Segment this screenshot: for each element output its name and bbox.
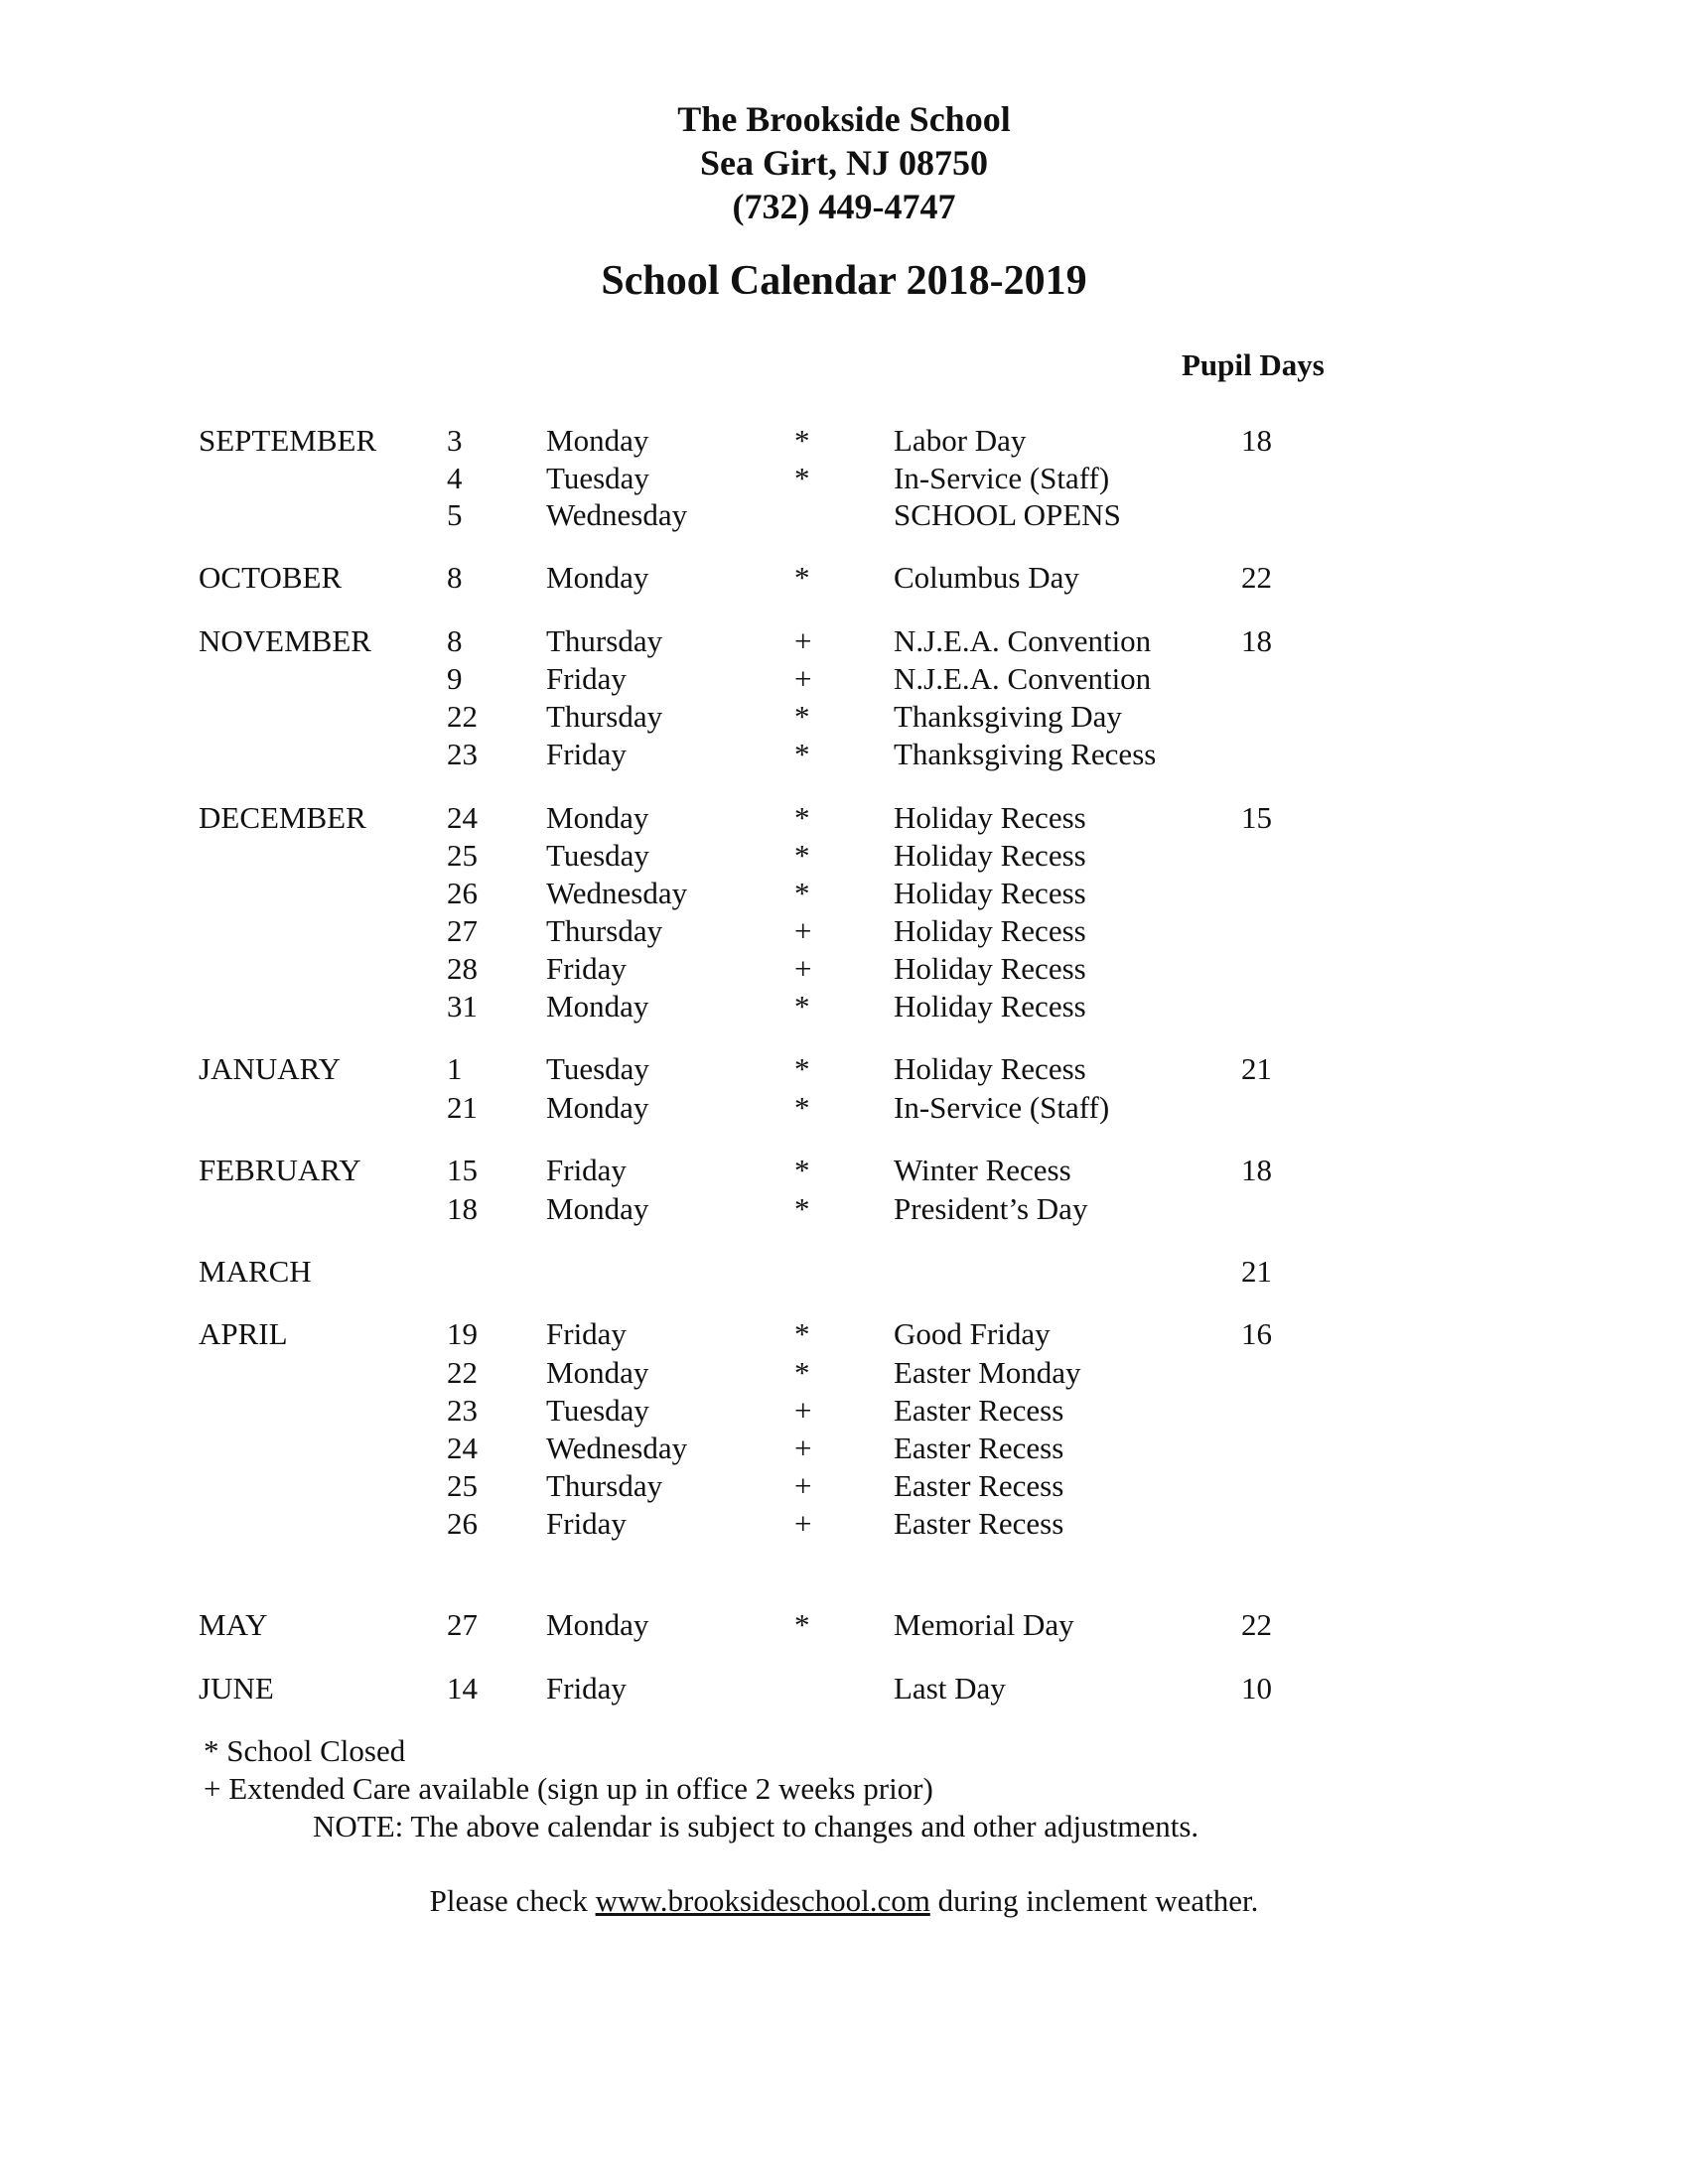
row-weekday: Friday <box>546 1506 627 1541</box>
row-weekday: Thursday <box>546 1468 663 1503</box>
table-row <box>0 1606 1688 1644</box>
table-row <box>0 950 1688 988</box>
row-weekday: Tuesday <box>546 461 649 495</box>
row-weekday: Friday <box>546 661 627 696</box>
row-closure-mark: * <box>794 800 810 835</box>
row-date: 22 <box>447 699 478 734</box>
school-address: Sea Girt, NJ 08750 <box>700 143 988 183</box>
row-closure-mark: * <box>794 1051 810 1086</box>
table-row <box>0 799 1688 837</box>
school-phone: (732) 449-4747 <box>732 187 956 226</box>
row-weekday: Wednesday <box>546 876 688 910</box>
row-closure-mark: * <box>794 1355 810 1390</box>
row-pupil-days: 18 <box>1241 623 1272 658</box>
row-weekday: Wednesday <box>546 1431 688 1465</box>
row-event: In-Service (Staff) <box>894 461 1110 495</box>
row-closure-mark: * <box>794 423 810 458</box>
page-title: School Calendar 2018-2019 <box>601 258 1087 304</box>
row-month: JUNE <box>199 1671 274 1706</box>
row-weekday: Wednesday <box>546 497 688 532</box>
row-date: 24 <box>447 800 478 835</box>
row-date: 8 <box>447 560 463 595</box>
row-month: MAY <box>199 1607 268 1642</box>
table-row <box>0 1315 1688 1353</box>
row-month: DECEMBER <box>199 800 366 835</box>
row-date: 26 <box>447 876 478 910</box>
school-name: The Brookside School <box>677 99 1011 139</box>
row-event: Good Friday <box>894 1316 1051 1351</box>
table-row <box>0 422 1688 460</box>
row-date: 22 <box>447 1355 478 1390</box>
row-date: 4 <box>447 461 463 495</box>
row-closure-mark: + <box>794 623 812 658</box>
row-pupil-days: 15 <box>1241 800 1272 835</box>
row-event: Memorial Day <box>894 1607 1074 1642</box>
row-pupil-days: 22 <box>1241 1607 1272 1642</box>
row-date: 23 <box>447 1393 478 1428</box>
row-event: Easter Recess <box>894 1468 1064 1503</box>
row-pupil-days: 21 <box>1241 1051 1272 1086</box>
row-event: Last Day <box>894 1671 1006 1706</box>
note-weather-suffix: during inclement weather. <box>929 1883 1259 1918</box>
table-row <box>0 1152 1688 1189</box>
row-weekday: Tuesday <box>546 838 649 873</box>
row-closure-mark: + <box>794 951 812 986</box>
pupil-days-column-header: Pupil Days <box>1182 347 1325 382</box>
row-date: 25 <box>447 1468 478 1503</box>
row-closure-mark: * <box>794 1607 810 1642</box>
row-pupil-days: 18 <box>1241 1153 1272 1187</box>
row-date: 15 <box>447 1153 478 1187</box>
table-row <box>0 1354 1688 1392</box>
row-closure-mark: * <box>794 1316 810 1351</box>
table-row <box>0 1430 1688 1467</box>
table-row <box>0 622 1688 660</box>
row-pupil-days: 18 <box>1241 423 1272 458</box>
row-date: 27 <box>447 913 478 948</box>
table-row <box>0 460 1688 497</box>
table-row <box>0 1467 1688 1505</box>
row-event: Holiday Recess <box>894 800 1086 835</box>
row-event: President’s Day <box>894 1191 1088 1226</box>
table-row <box>0 1253 1688 1291</box>
row-weekday: Friday <box>546 1316 627 1351</box>
table-row <box>0 1392 1688 1430</box>
school-header <box>0 97 1688 228</box>
row-closure-mark: * <box>794 461 810 495</box>
row-event: Holiday Recess <box>894 876 1086 910</box>
row-month: FEBRUARY <box>199 1153 361 1187</box>
row-month: NOVEMBER <box>199 623 371 658</box>
note-school-closed: * School Closed <box>204 1733 406 1768</box>
row-closure-mark: * <box>794 560 810 595</box>
row-date: 5 <box>447 497 463 532</box>
row-date: 28 <box>447 951 478 986</box>
row-closure-mark: * <box>794 1153 810 1187</box>
row-weekday: Monday <box>546 560 649 595</box>
table-row <box>0 660 1688 698</box>
row-weekday: Thursday <box>546 623 663 658</box>
table-row <box>0 1670 1688 1707</box>
row-month: MARCH <box>199 1254 312 1289</box>
row-date: 9 <box>447 661 463 696</box>
row-event: Easter Recess <box>894 1506 1064 1541</box>
row-weekday: Monday <box>546 989 649 1024</box>
row-month: SEPTEMBER <box>199 423 377 458</box>
note-weather <box>0 1882 1688 1920</box>
row-date: 1 <box>447 1051 463 1086</box>
table-row <box>0 1505 1688 1543</box>
table-row <box>0 559 1688 597</box>
row-weekday: Thursday <box>546 913 663 948</box>
row-date: 3 <box>447 423 463 458</box>
row-closure-mark: * <box>794 1191 810 1226</box>
row-weekday: Tuesday <box>546 1051 649 1086</box>
row-weekday: Tuesday <box>546 1393 649 1428</box>
row-closure-mark: * <box>794 876 810 910</box>
row-event: Holiday Recess <box>894 1051 1086 1086</box>
row-date: 14 <box>447 1671 478 1706</box>
row-weekday: Monday <box>546 800 649 835</box>
row-month: JANUARY <box>199 1051 341 1086</box>
row-closure-mark: * <box>794 699 810 734</box>
row-event: Columbus Day <box>894 560 1079 595</box>
row-weekday: Friday <box>546 737 627 771</box>
row-weekday: Monday <box>546 1191 649 1226</box>
row-event: Easter Recess <box>894 1393 1064 1428</box>
row-date: 26 <box>447 1506 478 1541</box>
row-date: 23 <box>447 737 478 771</box>
row-date: 31 <box>447 989 478 1024</box>
row-closure-mark: + <box>794 1431 812 1465</box>
table-row <box>0 1089 1688 1127</box>
row-closure-mark: * <box>794 838 810 873</box>
table-row <box>0 698 1688 736</box>
row-closure-mark: + <box>794 661 812 696</box>
row-event: N.J.E.A. Convention <box>894 623 1152 658</box>
row-closure-mark: + <box>794 1393 812 1428</box>
row-date: 19 <box>447 1316 478 1351</box>
row-closure-mark: + <box>794 913 812 948</box>
row-closure-mark: * <box>794 989 810 1024</box>
row-closure-mark: * <box>794 1090 810 1125</box>
row-pupil-days: 21 <box>1241 1254 1272 1289</box>
row-month: APRIL <box>199 1316 288 1351</box>
table-row <box>0 875 1688 912</box>
row-weekday: Friday <box>546 1671 627 1706</box>
row-event: Holiday Recess <box>894 951 1086 986</box>
row-event: Thanksgiving Day <box>894 699 1122 734</box>
row-weekday: Monday <box>546 1607 649 1642</box>
note-weather-prefix: Please check <box>429 1883 596 1918</box>
row-event: Winter Recess <box>894 1153 1071 1187</box>
row-event: N.J.E.A. Convention <box>894 661 1152 696</box>
row-date: 21 <box>447 1090 478 1125</box>
note-disclaimer: NOTE: The above calendar is subject to changes and other adjustments. <box>313 1809 1199 1843</box>
table-row <box>0 837 1688 875</box>
row-date: 24 <box>447 1431 478 1465</box>
row-event: Thanksgiving Recess <box>894 737 1157 771</box>
row-date: 8 <box>447 623 463 658</box>
row-weekday: Monday <box>546 1090 649 1125</box>
row-date: 18 <box>447 1191 478 1226</box>
row-event: Easter Monday <box>894 1355 1081 1390</box>
row-closure-mark: + <box>794 1468 812 1503</box>
row-weekday: Friday <box>546 1153 627 1187</box>
row-event: Easter Recess <box>894 1431 1064 1465</box>
table-row <box>0 1190 1688 1228</box>
row-event: Holiday Recess <box>894 989 1086 1024</box>
table-row <box>0 1050 1688 1088</box>
row-closure-mark: * <box>794 737 810 771</box>
row-date: 27 <box>447 1607 478 1642</box>
table-row <box>0 736 1688 773</box>
note-extended-care: + Extended Care available (sign up in office 2 weeks prior) <box>204 1771 933 1806</box>
row-event: Holiday Recess <box>894 913 1086 948</box>
row-event: SCHOOL OPENS <box>894 497 1121 532</box>
row-weekday: Monday <box>546 423 649 458</box>
row-pupil-days: 16 <box>1241 1316 1272 1351</box>
row-weekday: Monday <box>546 1355 649 1390</box>
table-row <box>0 496 1688 534</box>
row-weekday: Thursday <box>546 699 663 734</box>
row-closure-mark: + <box>794 1506 812 1541</box>
row-pupil-days: 22 <box>1241 560 1272 595</box>
school-website-link[interactable]: www.brooksideschool.com <box>595 1883 930 1918</box>
row-event: Labor Day <box>894 423 1027 458</box>
table-row <box>0 988 1688 1025</box>
row-weekday: Friday <box>546 951 627 986</box>
row-pupil-days: 10 <box>1241 1671 1272 1706</box>
row-event: In-Service (Staff) <box>894 1090 1110 1125</box>
row-date: 25 <box>447 838 478 873</box>
row-month: OCTOBER <box>199 560 343 595</box>
row-event: Holiday Recess <box>894 838 1086 873</box>
table-row <box>0 912 1688 950</box>
